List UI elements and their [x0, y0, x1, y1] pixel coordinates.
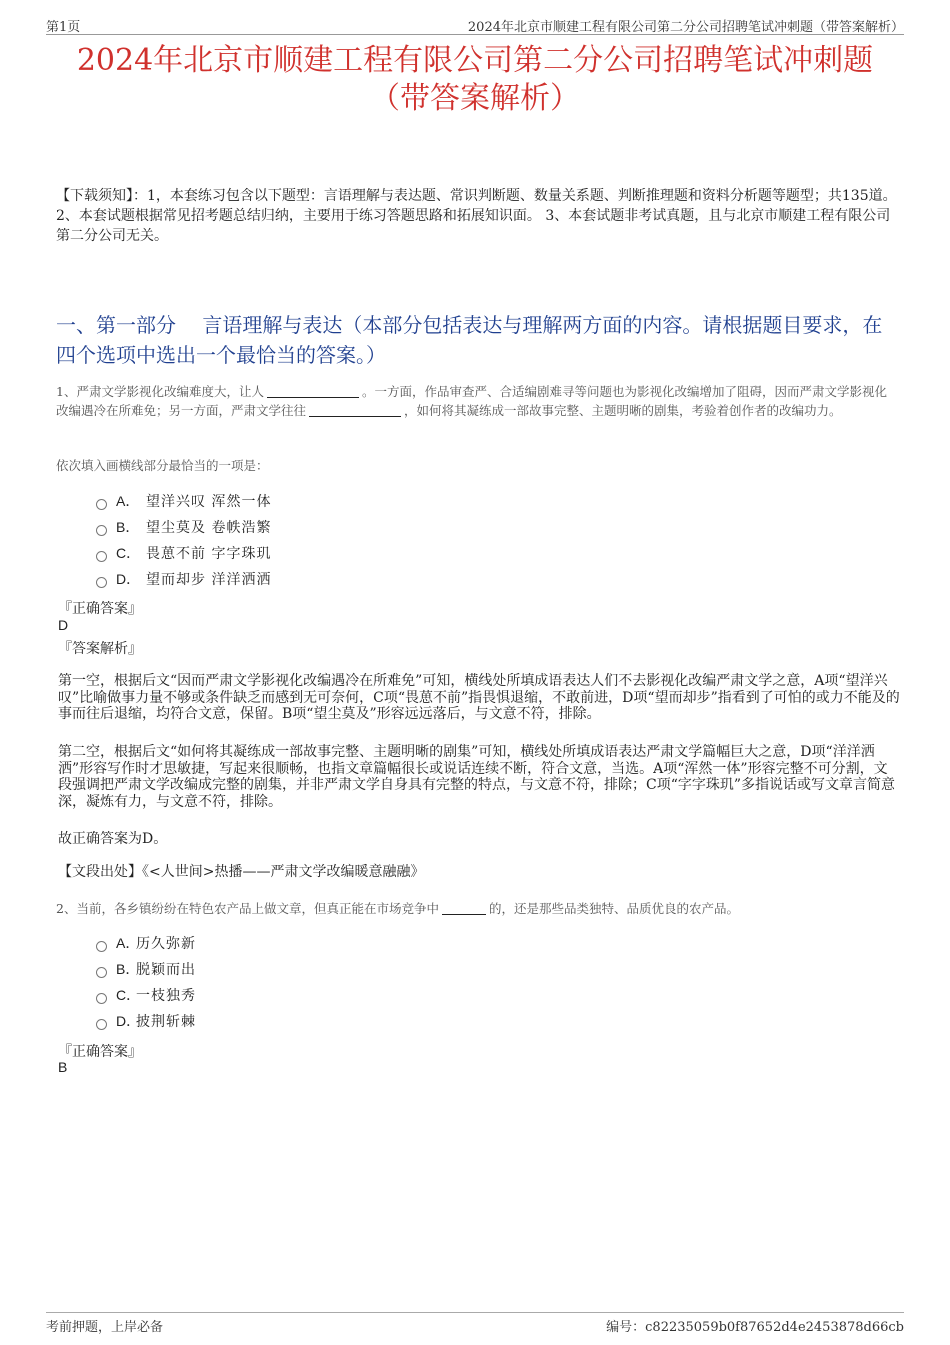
- radio-icon[interactable]: [96, 499, 107, 510]
- question-2-options: [96, 930, 196, 1034]
- header-doc-title: 2024年北京市顺建工程有限公司第二分公司招聘笔试冲刺题（带答案解析）: [467, 20, 904, 35]
- q1-source: 【文段出处】《<人世间>热播——严肃文学改编暖意融融》: [58, 864, 425, 880]
- q2-answer: B: [58, 1059, 68, 1075]
- q2-option-d[interactable]: D． 披荆斩棘: [96, 1008, 196, 1034]
- page-footer: [46, 1312, 904, 1333]
- section-heading: 一、第一部分 言语理解与表达（本部分包括表达与理解两方面的内容。请根据题目要求，在四个选项中选出一个最恰当的答案。）: [56, 313, 883, 367]
- title-line-1: 2024年北京市顺建工程有限公司第二分公司招聘笔试冲刺题: [76, 43, 874, 78]
- q1-analysis-label: 『答案解析』: [58, 641, 142, 657]
- radio-icon[interactable]: [96, 941, 107, 952]
- q2-text-a: 2、当前，各乡镇纷纷在特色农产品上做文章，但真正能在市场竞争中: [56, 901, 439, 916]
- q1-option-b[interactable]: B． 望尘莫及 卷帙浩繁: [96, 514, 271, 540]
- q1-text-a: 1、严肃文学影视化改编难度大，让人: [56, 384, 264, 399]
- q1-option-c[interactable]: C． 畏葸不前 字字珠玑: [96, 540, 271, 566]
- q1-option-d[interactable]: D． 望而却步 洋洋洒洒: [96, 566, 271, 592]
- footer-slogan: 考前押题，上岸必备: [46, 1320, 164, 1335]
- question-1-options: [96, 488, 271, 592]
- question-1-prompt: 依次填入画横线部分最恰当的一项是：: [56, 458, 269, 473]
- q1-text-c: ，如何将其凝练成一部故事完整、主题明晰的剧集，考验着创作者的改编功力。: [404, 403, 842, 418]
- radio-icon[interactable]: [96, 967, 107, 978]
- q2-text-b: 的，还是那些品类独特、品质优良的农产品。: [488, 901, 739, 916]
- title-line-2: （带答案解析）: [370, 81, 580, 116]
- q2-option-a[interactable]: A． 历久弥新: [96, 930, 196, 956]
- page-number: 第1页: [46, 20, 81, 35]
- radio-icon[interactable]: [96, 577, 107, 588]
- q1-text-b: 。一方面，作品审查严、合适编剧难寻等问题也为影视化改编增加了阻碍，因而严肃文学影视化改编遇冷在所难免；另一方面，严肃文学往往: [56, 384, 887, 418]
- q1-answer: D: [58, 617, 69, 633]
- q1-blank-1: [267, 385, 359, 398]
- page-header: [46, 14, 904, 35]
- question-2-text: [56, 899, 895, 918]
- radio-icon[interactable]: [96, 993, 107, 1004]
- q2-option-c[interactable]: C． 一枝独秀: [96, 982, 196, 1008]
- radio-icon[interactable]: [96, 551, 107, 562]
- download-notice: 【下载须知】：1，本套练习包含以下题型：言语理解与表达题、常识判断题、数量关系题、判断推理题和资料分析题等题型；共135道。 2、本套试题根据常见招考题总结归纳，主要用于练习答题思路和拓展知识面。 3、本套试题非考试真题，且与北京市顺建工程有限公司第二分公司无关。: [56, 188, 897, 244]
- footer-serial: 编号：c82235059b0f87652d4e2453878d66cb: [606, 1320, 904, 1335]
- radio-icon[interactable]: [96, 1019, 107, 1030]
- q2-option-b[interactable]: B． 脱颖而出: [96, 956, 196, 982]
- q2-blank: [442, 902, 486, 915]
- radio-icon[interactable]: [96, 525, 107, 536]
- document-title: [40, 42, 910, 118]
- question-1-text: [56, 382, 895, 420]
- q1-analysis-1: 第一空，根据后文“因而严肃文学影视化改编遇冷在所难免”可知，横线处所填成语表达人们不去影视化改编严肃文学之意，A项“望洋兴叹”比喻做事力量不够或条件缺乏而感到无可奈何，C项“畏葸不前”指畏惧退缩，不敢前进，D项“望而却步”指看到了可怕的或力不能及的事而往后退缩，均符合文意，保留。B项“望尘莫及”形容远远落后，与文意不符，排除。: [58, 673, 900, 722]
- q2-answer-label: 『正确答案』: [58, 1044, 142, 1060]
- q1-answer-label: 『正确答案』: [58, 601, 142, 617]
- q1-analysis-2: 第二空，根据后文“如何将其凝练成一部故事完整、主题明晰的剧集”可知，横线处所填成语表达严肃文学篇幅巨大之意，D项“洋洋洒洒”形容写作时才思敏捷，写起来很顺畅，也指文章篇幅很长或说话连续不断，符合文意，当选。A项“浑然一体”形容完整不可分割，文段强调把严肃文学改编成完整的剧集，并非严肃文学自身具有完整的特点，与文意不符，排除；C项“字字珠玑”多指说话或写文章言简意深，凝炼有力，与文意不符，排除。: [58, 744, 896, 810]
- q1-option-a[interactable]: A． 望洋兴叹 浑然一体: [96, 488, 271, 514]
- q1-conclusion: 故正确答案为D。: [58, 831, 168, 847]
- q1-blank-2: [309, 404, 401, 417]
